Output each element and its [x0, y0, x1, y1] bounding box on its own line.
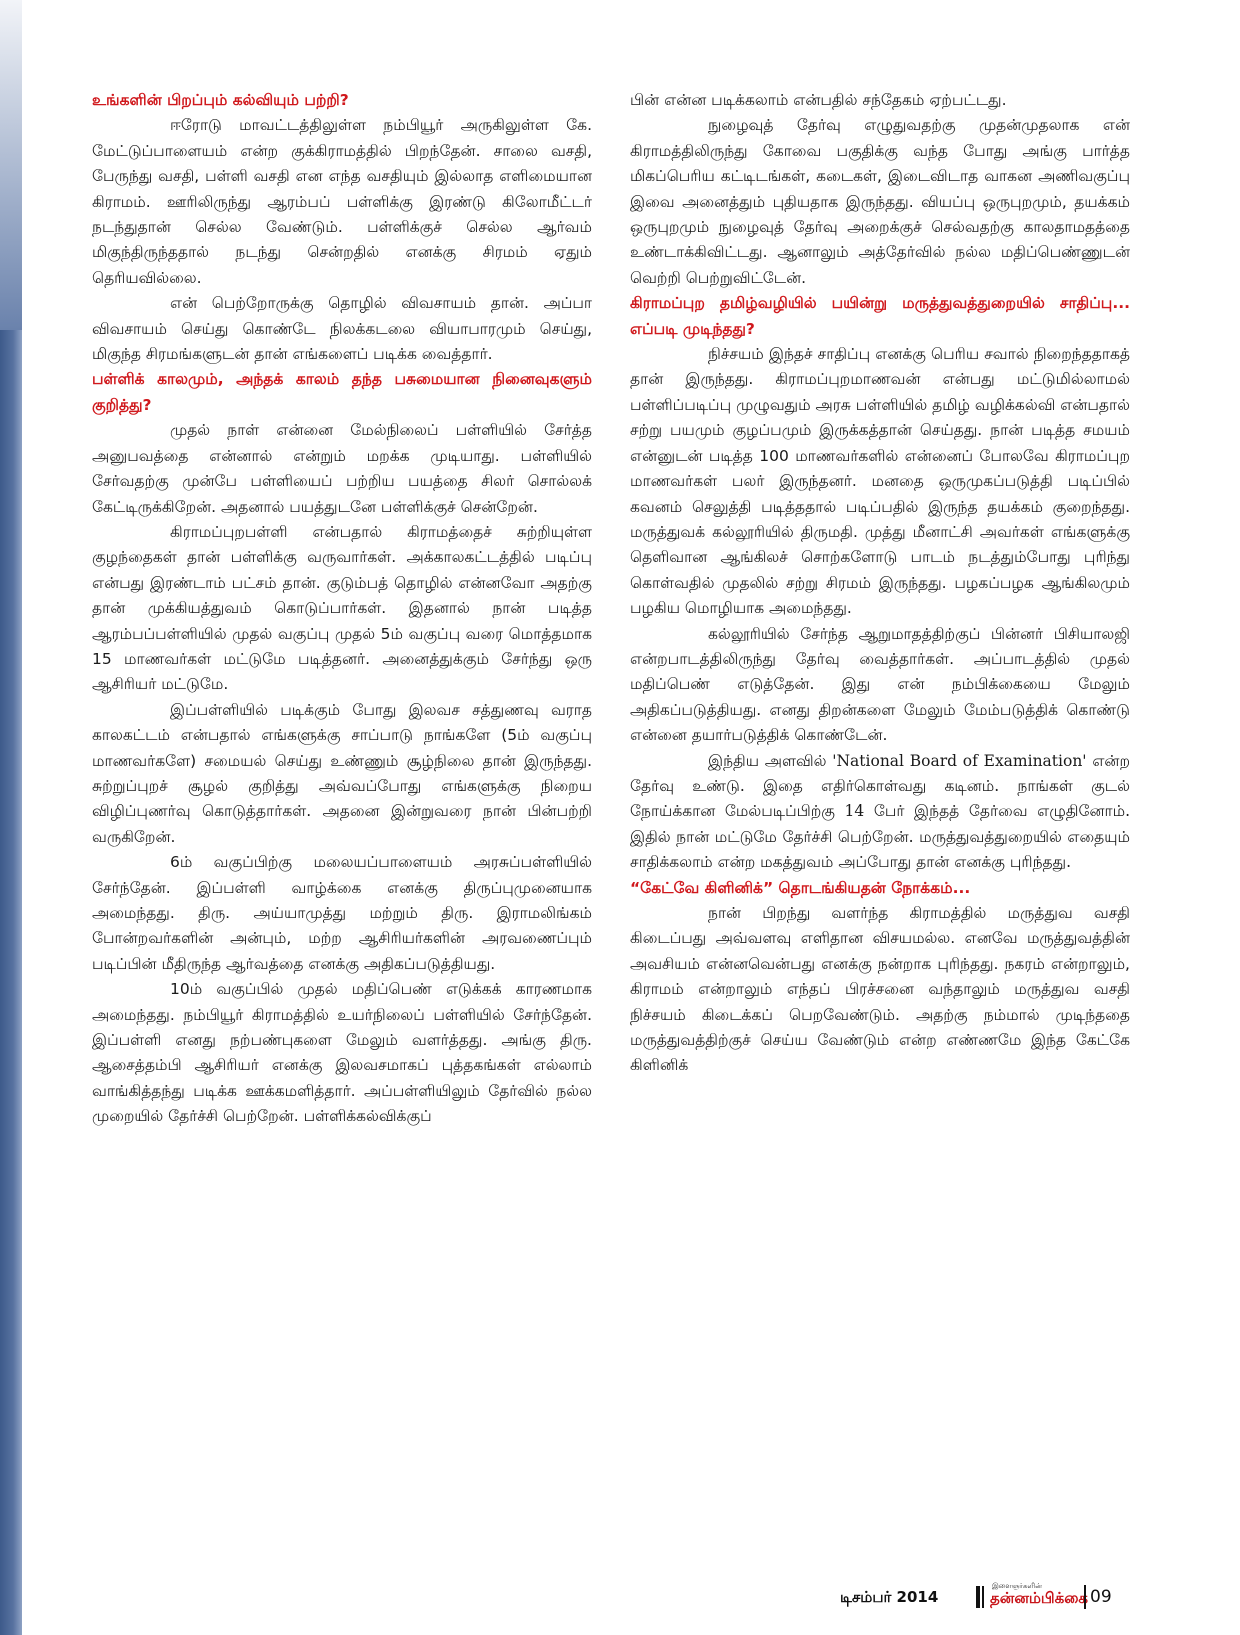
body-paragraph: கிராமப்புறபள்ளி என்பதால் கிராமத்தைச் சுற்றியுள்ள குழந்தைகள் தான் பள்ளிக்கு வருவார்கள். அக்காலகட்டத்தில் படிப்பு என்பது இரண்டாம் பட்சம் தான். குடும்பத் தொழில் என்னவோ அதற்கு தான் முக்கியத்துவம் கொடுப்பார்கள். இதனால் நான் படித்த ஆரம்பப்பள்ளியில் முதல் வகுப்பு முதல் 5ம் வகுப்பு வரை மொத்தமாக 15 மாணவர்கள் மட்டுமே படித்தனர். அனைத்துக்கும் சேர்ந்து ஒரு ஆசிரியர் மட்டுமே. — [92, 522, 592, 694]
body-paragraph: ஈரோடு மாவட்டத்திலுள்ள நம்பியூர் அருகிலுள்ள கே. மேட்டுப்பாளையம் என்ற குக்கிராமத்தில் பிறந்தேன். சாலை வசதி, பேருந்து வசதி, பள்ளி வசதி என எந்த வசதியும் இல்லாத எளிமையான கிராமம். ஊரிலிருந்து ஆரம்பப் பள்ளிக்கு இரண்டு கிலோமீட்டர் நடந்துதான் செல்ல வேண்டும். பள்ளிக்குச் செல்ல ஆர்வம் மிகுந்திருந்ததால் நடந்து சென்றதில் எனக்கு சிரமம் ஏதும் தெரியவில்லை. — [92, 116, 592, 287]
body-paragraph: நிச்சயம் இந்தச் சாதிப்பு எனக்கு பெரிய சவால் நிறைந்ததாகத் தான் இருந்தது. கிராமப்புறமாணவன் என்பது மட்டுமில்லாமல் பள்ளிப்படிப்பு முழுவதும் அரசு பள்ளியில் தமிழ் வழிக்கல்வி என்பதால் சற்று பயமும் குழப்பமும் இருக்கத்தான் செய்தது. நான் படித்த சமயம் என்னுடன் படித்த 100 மாணவர்களில் என்னைப் போலவே கிராமப்புற மாணவர்கள் பலர் இருந்தனர். மனதை ஒருமுகப்படுத்தி படிப்பில் கவனம் செலுத்தி படித்ததால் படிப்பதில் இருந்த தயக்கம் குறைந்தது. மருத்துவக் கல்லூரியில் திருமதி. முத்து மீனாட்சி அவர்கள் எங்களுக்கு தெளிவான ஆங்கிலச் சொற்களோடு பாடம் நடத்தும்போது புரிந்து கொள்வதில் முதலில் சற்று சிரமம் இருந்தது. பழகப்பழக ஆங்கிலமும் பழகிய மொழியாக அமைந்தது. — [630, 345, 1130, 618]
page-footer — [840, 1580, 1220, 1614]
article-right-column — [630, 88, 1130, 1079]
section-heading: “கேட்வே கிளினிக்” தொடங்கியதன் நோக்கம்... — [630, 878, 971, 897]
body-paragraph: முதல் நாள் என்னை மேல்நிலைப் பள்ளியில் சேர்த்த அனுபவத்தை என்னால் என்றும் மறக்க முடியாது. பள்ளியில் சேர்வதற்கு முன்பே பள்ளியைப் பற்றிய பயத்தை சிலர் சொல்லக் கேட்டிருக்கிறேன். அதனால் பயத்துடனே பள்ளிக்குச் சென்றேன். — [92, 421, 592, 516]
article-left-column — [92, 88, 592, 1130]
body-paragraph: இந்திய அளவில் 'National Board of Examination' என்ற தேர்வு உண்டு. இதை எதிர்கொள்வது கடினம். நாங்கள் குடல் நோய்க்கான மேல்படிப்பிற்கு 14 பேர் இந்தத் தேர்வை எழுதினோம். இதில் நான் மட்டுமே தேர்ச்சி பெற்றேன். மருத்துவத்துறையில் எதையும் சாதிக்கலாம் என்ற மகத்துவம் அப்போது தான் எனக்கு புரிந்தது. — [630, 751, 1130, 872]
magazine-tagline: இளைஞர்களின் — [992, 1582, 1042, 1590]
body-paragraph: இப்பள்ளியில் படிக்கும் போது இலவச சத்துணவு வராத காலகட்டம் என்பதால் எங்களுக்கு சாப்பாடு நாங்களே (5ம் வகுப்பு மாணவர்களே) சமையல் செய்து உண்ணும் சூழ்நிலை தான் இருந்தது. சுற்றுப்புறச் சூழல் குறித்து அவ்வப்போது எங்களுக்கு நிறைய விழிப்புணர்வு கொடுத்தார்கள். அதனை இன்றுவரை நான் பின்பற்றி வருகிறேன். — [92, 700, 592, 846]
footer-divider-thin — [982, 1586, 984, 1608]
decorative-side-bar-gradient — [0, 0, 22, 330]
body-paragraph: நான் பிறந்து வளர்ந்த கிராமத்தில் மருத்துவ வசதி கிடைப்பது அவ்வளவு எளிதான விசயமல்ல. எனவே மருத்துவத்தின் அவசியம் என்னவென்பது எனக்கு நன்றாக புரிந்தது. நகரம் என்றாலும், கிராமம் என்றாலும் எந்தப் பிரச்சனை வந்தாலும் மருத்துவ வசதி நிச்சயம் கிடைக்கப் பெறவேண்டும். அதற்கு நம்மால் முடிந்ததை மருத்துவத்திற்குச் செய்ய வேண்டும் என்ற எண்ணமே இந்த கேட்கே கிளினிக் — [630, 904, 1130, 1075]
section-heading: பள்ளிக் காலமும், அந்தக் காலம் தந்த பசுமையான நினைவுகளும் குறித்து? — [92, 370, 592, 414]
body-paragraph: என் பெற்றோருக்கு தொழில் விவசாயம் தான். அப்பா விவசாயம் செய்து கொண்டே நிலக்கடலை வியாபாரமும் செய்து, மிகுந்த சிரமங்களுடன் தான் எங்களைப் படிக்க வைத்தார். — [92, 294, 592, 364]
body-paragraph: பின் என்ன படிக்கலாம் என்பதில் சந்தேகம் ஏற்பட்டது. — [630, 91, 1007, 109]
body-paragraph: 10ம் வகுப்பில் முதல் மதிப்பெண் எடுக்கக் காரணமாக அமைந்தது. நம்பியூர் கிராமத்தில் உயர்நிலைப் பள்ளியில் சேர்ந்தேன். இப்பள்ளி எனது நற்பண்புகளை மேலும் வளர்த்தது. அங்கு திரு. ஆசைத்தம்பி ஆசிரியர் எனக்கு இலவசமாகப் புத்தகங்கள் எல்லாம் வாங்கித்தந்து படிக்க ஊக்கமளித்தார். அப்பள்ளியிலும் தேர்வில் நல்ல முறையில் தேர்ச்சி பெற்றேன். பள்ளிக்கல்விக்குப் — [92, 980, 592, 1126]
footer-divider — [976, 1586, 980, 1608]
issue-date: டிசம்பர் 2014 — [840, 1588, 939, 1606]
body-paragraph: நுழைவுத் தேர்வு எழுதுவதற்கு முதன்முதலாக என் கிராமத்திலிருந்து கோவை பகுதிக்கு வந்த போது அங்கு பார்த்த மிகப்பெரிய கட்டிடங்கள், கடைகள், இடைவிடாத வாகன அணிவகுப்பு இவை அனைத்தும் புதியதாக இருந்தது. வியப்பு ஒருபுறமும், தயக்கம் ஒருபுறமும் நுழைவுத் தேர்வு அறைக்குச் செல்வதற்கு காலதாமதத்தை உண்டாக்கிவிட்டது. ஆனாலும் அத்தேர்வில் நல்ல மதிப்பெண்ணுடன் வெற்றி பெற்றுவிட்டேன். — [630, 116, 1130, 287]
body-paragraph: கல்லூரியில் சேர்ந்த ஆறுமாதத்திற்குப் பின்னர் பிசியாலஜி என்றபாடத்திலிருந்து தேர்வு வைத்தார்கள். அப்பாடத்தில் முதல் மதிப்பெண் எடுத்தேன். இது என் நம்பிக்கையை மேலும் அதிகப்படுத்தியது. எனது திறன்களை மேலும் மேம்படுத்திக் கொண்டு என்னை தயார்படுத்திக் கொண்டேன். — [630, 624, 1130, 745]
body-paragraph: 6ம் வகுப்பிற்கு மலையப்பாளையம் அரசுப்பள்ளியில் சேர்ந்தேன். இப்பள்ளி வாழ்க்கை எனக்கு திருப்புமுனையாக அமைந்தது. திரு. அய்யாமுத்து மற்றும் திரு. இராமலிங்கம் போன்றவர்களின் அன்பும், மற்ற ஆசிரியர்களின் அரவணைப்பும் படிப்பின் மீதிருந்த ஆர்வத்தை எனக்கு அதிகப்படுத்தியது. — [92, 853, 592, 973]
section-heading: கிராமப்புற தமிழ்வழியில் பயின்று மருத்துவத்துறையில் சாதிப்பு... எப்படி முடிந்தது? — [630, 294, 1130, 338]
magazine-logo: தன்னம்பிக்கை — [990, 1589, 1088, 1607]
section-heading: உங்களின் பிறப்பும் கல்வியும் பற்றி? — [92, 91, 349, 109]
page-number: 09 — [1084, 1585, 1112, 1609]
